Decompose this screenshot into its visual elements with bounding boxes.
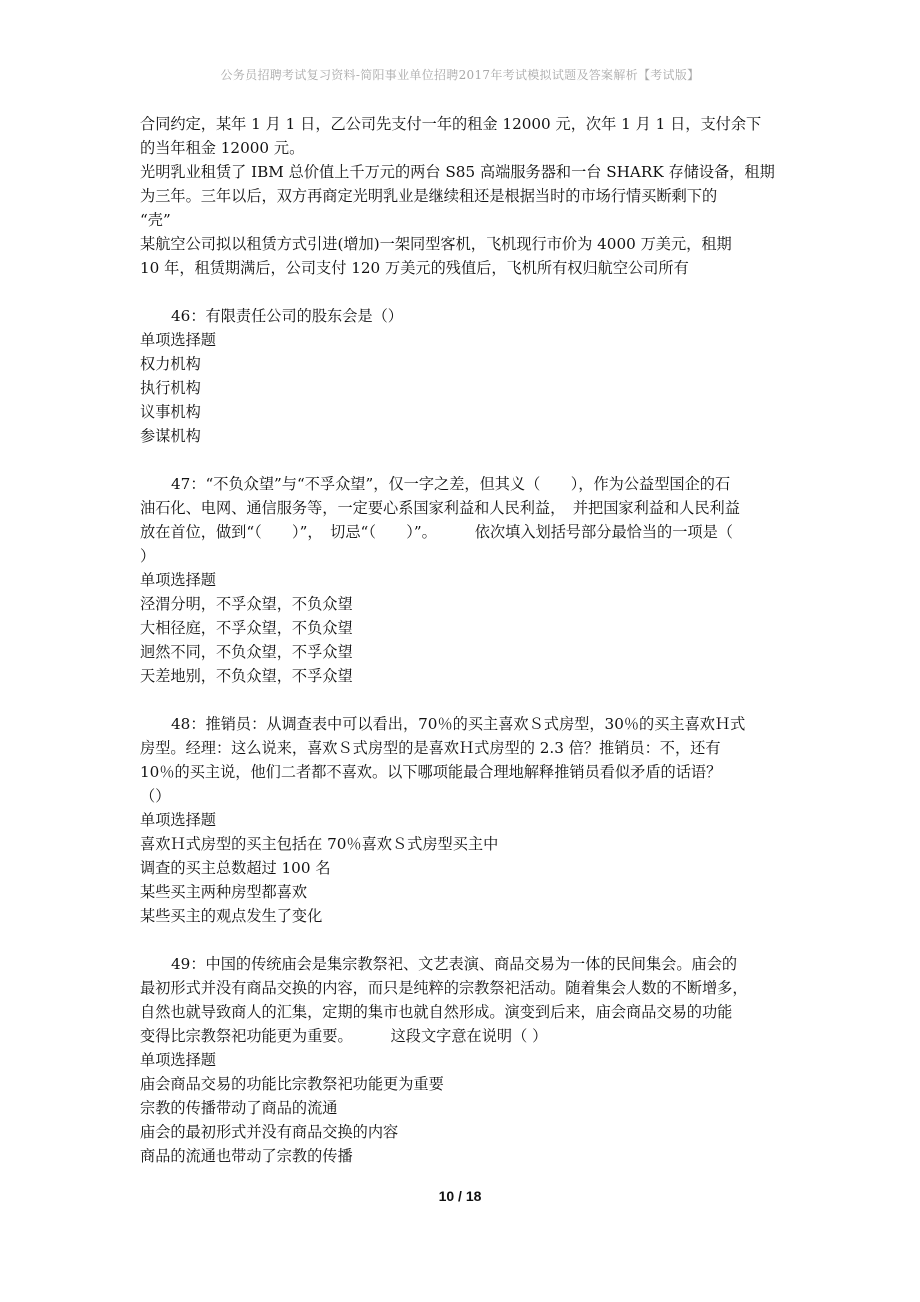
question-49-stem: 变得比宗教祭祀功能更为重要。 这段文字意在说明（ ） [140, 1027, 548, 1045]
question-47-option-c: 迥然不同，不负众望，不孚众望 [140, 643, 353, 661]
intro-line: 的当年租金 12000 元。 [140, 139, 305, 157]
question-47-stem: ） [140, 547, 156, 565]
question-47-option-b: 大相径庭，不孚众望，不负众望 [140, 619, 353, 637]
question-47-option-a: 泾渭分明，不孚众望，不负众望 [140, 595, 353, 613]
question-49-option-c: 庙会的最初形式并没有商品交换的内容 [140, 1123, 399, 1141]
question-46-stem: 46：有限责任公司的股东会是（） [171, 307, 403, 325]
question-48-option-d: 某些买主的观点发生了变化 [140, 907, 323, 925]
question-49-option-a: 庙会商品交易的功能比宗教祭祀功能更为重要 [140, 1075, 444, 1093]
question-48-option-c: 某些买主两种房型都喜欢 [140, 883, 308, 901]
intro-line: 10 年，租赁期满后，公司支付 120 万美元的残值后，飞机所有权归航空公司所有 [140, 259, 689, 277]
page-header: 公务员招聘考试复习资料-简阳事业单位招聘2017年考试模拟试题及答案解析【考试版】 [220, 68, 700, 82]
question-48-option-b: 调查的买主总数超过 100 名 [140, 859, 331, 877]
question-46-option-d: 参谋机构 [140, 427, 201, 445]
question-49-option-b: 宗教的传播带动了商品的流通 [140, 1099, 338, 1117]
question-49-stem: 自然也就导致商人的汇集，定期的集市也就自然形成。演变到后来，庙会商品交易的功能 [140, 1003, 733, 1021]
question-49-option-d: 商品的流通也带动了宗教的传播 [140, 1147, 353, 1165]
question-47-stem: 放在首位，做到“（ ）”， 切忌“（ ）”。 依次填入划括号部分最恰当的一项是（ [140, 523, 733, 541]
page-number: 10 / 18 [438, 1188, 482, 1204]
question-48-stem: （） [140, 787, 171, 805]
question-46-option-a: 权力机构 [140, 355, 201, 373]
question-47-stem: 47：“不负众望”与“不孚众望”，仅一字之差，但其义（ ），作为公益型国企的石 [171, 475, 731, 493]
question-46-option-c: 议事机构 [140, 403, 201, 421]
question-46-option-b: 执行机构 [140, 379, 201, 397]
question-48-option-a: 喜欢Ｈ式房型的买主包括在 70％喜欢Ｓ式房型买主中 [140, 835, 499, 853]
question-49-stem: 49：中国的传统庙会是集宗教祭祀、文艺表演、商品交易为一体的民间集会。庙会的 [171, 955, 738, 973]
question-48-stem: 10％的买主说，他们二者都不喜欢。以下哪项能最合理地解释推销员看似矛盾的话语？ [140, 763, 722, 781]
intro-line: 光明乳业租赁了 IBM 总价值上千万元的两台 S85 高端服务器和一台 SHARK 存储设备，租期 [140, 163, 775, 181]
question-47-option-d: 天差地别，不负众望，不孚众望 [140, 667, 353, 685]
intro-line: “壳” [140, 211, 171, 229]
question-48-stem: 房型。经理：这么说来，喜欢Ｓ式房型的是喜欢Ｈ式房型的 2.3 倍？推销员：不，还有 [140, 739, 721, 757]
question-48-type: 单项选择题 [140, 811, 216, 829]
intro-line: 某航空公司拟以租赁方式引进(增加)一架同型客机，飞机现行市价为 4000 万美元，租期 [140, 235, 732, 253]
intro-line: 为三年。三年以后，双方再商定光明乳业是继续租还是根据当时的市场行情买断剩下的 [140, 187, 718, 205]
question-49-type: 单项选择题 [140, 1051, 216, 1069]
intro-line: 合同约定，某年 1 月 1 日，乙公司先支付一年的租金 12000 元，次年 1 月 1 日，支付余下 [140, 115, 762, 133]
question-47-type: 单项选择题 [140, 571, 216, 589]
question-49-stem: 最初形式并没有商品交换的内容，而只是纯粹的宗教祭祀活动。随着集会人数的不断增多， [140, 979, 748, 997]
question-48-stem: 48：推销员：从调查表中可以看出，70％的买主喜欢Ｓ式房型，30％的买主喜欢Ｈ式 [171, 715, 746, 733]
question-46-type: 单项选择题 [140, 331, 216, 349]
question-47-stem: 油石化、电网、通信服务等，一定要心系国家利益和人民利益， 并把国家利益和人民利益 [140, 499, 740, 517]
